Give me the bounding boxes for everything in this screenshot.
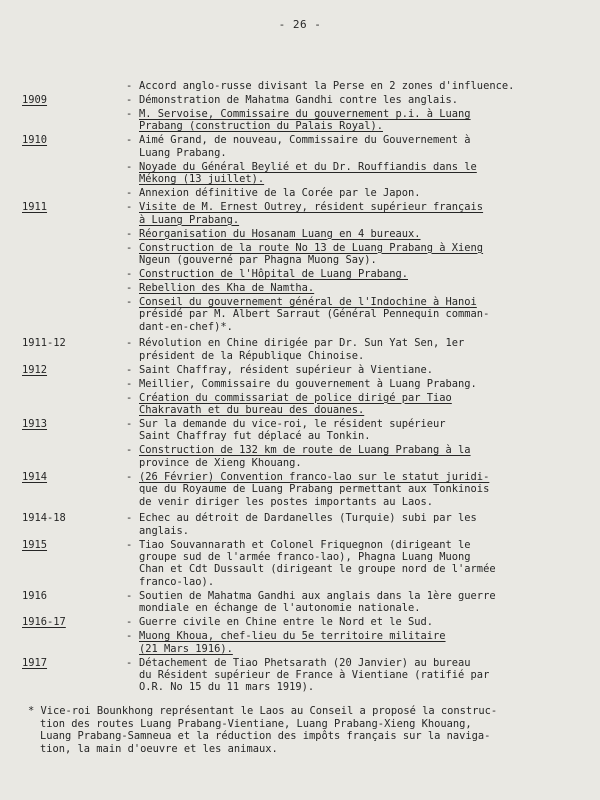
entry-text-line: président de la République Chinoise. (139, 349, 365, 362)
entry-year (20, 657, 126, 669)
entry-year-label: 1915 (22, 538, 48, 551)
entry-text-line: Saint Chaffray, résident supérieur à Vientiane. (139, 363, 434, 376)
entry-text-line: Construction de l'Hôpital de Luang Prabang. (139, 268, 408, 281)
entry-text-line: Prabang (construction du Palais Royal). (139, 120, 383, 133)
entry-year-label: 1914 (22, 470, 48, 483)
entry-text (139, 539, 585, 589)
entry-dash: - (126, 470, 133, 483)
chronology-entry (20, 337, 585, 362)
chronology-entry (20, 630, 585, 655)
entry-text-line: Réorganisation du Hosanam Luang en 4 bureaux. (139, 227, 421, 240)
entry-dash: - (126, 94, 133, 106)
chronology-entry (20, 108, 585, 133)
entry-text-line: Construction de 132 km de route de Luang Prabang à la (139, 444, 471, 457)
entry-text-line: Echec au détroit de Dardanelles (Turquie) subi par les (139, 512, 477, 525)
entry-text-line: de venir diriger les postes importants au Laos. (139, 495, 434, 508)
chronology-entry (20, 512, 585, 537)
entry-dash: - (126, 630, 133, 643)
chronology-entry (20, 201, 585, 226)
entry-text-line: Soutien de Mahatma Gandhi aux anglais dans la 1ère guerre (139, 589, 496, 602)
entry-text-line: Meillier, Commissaire du gouvernement à Luang Prabang. (139, 377, 477, 390)
chronology-entry (20, 392, 585, 417)
chronology-entry (20, 134, 585, 159)
entry-text (139, 80, 585, 92)
entry-dash: - (126, 241, 133, 254)
entry-text-line: Chan et Cdt Dussault (dirigeant le groupe nord de l'armée (139, 563, 496, 576)
entry-year-label: 1911-12 (22, 337, 66, 350)
entry-text (139, 392, 585, 417)
entry-dash: - (126, 187, 133, 200)
chronology-entry (20, 444, 585, 469)
entry-dash: - (126, 377, 133, 390)
entry-year-label: 1916 (22, 589, 48, 602)
entry-dash: - (126, 134, 133, 147)
chronology-entry (20, 539, 585, 589)
entry-text (139, 657, 585, 694)
entry-text (139, 161, 585, 186)
entry-text-line: Mékong (13 juillet). (139, 173, 265, 186)
entry-year-label: 1911 (22, 201, 48, 214)
entry-year (20, 418, 126, 430)
entry-year-label: 1912 (22, 363, 48, 376)
entry-text (139, 187, 585, 199)
entry-dash: - (126, 227, 133, 240)
entry-dash: - (126, 418, 133, 431)
chronology-entry (20, 94, 585, 106)
entry-text (139, 378, 585, 390)
entry-text-line: Luang Prabang. (139, 146, 227, 159)
entry-text-line: Sur la demande du vice-roi, le résident supérieur (139, 418, 446, 431)
entry-text-line: Rebellion des Kha de Namtha. (139, 282, 315, 295)
entry-year-label: 1916-17 (22, 616, 66, 629)
entry-text-line: Conseil du gouvernement général de l'Indochine à Hanoi (139, 296, 477, 309)
entry-text (139, 444, 585, 469)
entry-year (20, 471, 126, 483)
chronology-entry (20, 268, 585, 280)
chronology-entry (20, 471, 585, 508)
entry-text-line: mondiale en échange de l'autonomie nationale. (139, 602, 421, 615)
entry-dash: - (126, 296, 133, 309)
entry-text-line: franco-lao). (139, 575, 215, 588)
entry-text-line: province de Xieng Khouang. (139, 456, 302, 469)
entry-text-line: présidé par M. Albert Sarraut (Général Pennequin comman- (139, 308, 490, 321)
page-number: - 26 - (278, 18, 322, 31)
entry-text (139, 418, 585, 443)
chronology-entry (20, 296, 585, 333)
entry-text-line: groupe sud de l'armée franco-lao), Phagna Luang Muong (139, 550, 471, 563)
entry-text-line: M. Servoise, Commissaire du gouvernement p.i. à Luang (139, 108, 471, 120)
entry-text (139, 512, 585, 537)
entry-year-label: 1917 (22, 656, 48, 669)
entry-text-line: Chakravath et du bureau des douanes. (139, 404, 365, 417)
entry-text-line: Visite de M. Ernest Outrey, résident supérieur français (139, 201, 484, 214)
entry-text (139, 616, 585, 628)
entry-year (20, 364, 126, 376)
entry-text (139, 94, 585, 106)
chronology-entry (20, 80, 585, 92)
entry-year-label: 1909 (22, 94, 48, 106)
entry-text-line: anglais. (139, 524, 190, 537)
entry-text (139, 134, 585, 159)
entry-dash: - (126, 363, 133, 376)
entry-text (139, 630, 585, 655)
entry-year (20, 94, 126, 106)
chronology-entry (20, 616, 585, 628)
entry-year (20, 337, 126, 349)
entry-text-line: Annexion définitive de la Corée par le Japon. (139, 187, 421, 200)
entry-dash: - (126, 538, 133, 551)
entry-text-line: Muong Khoua, chef-lieu du 5e territoire militaire (139, 630, 446, 643)
entry-text-line: Noyade du Général Beylié et du Dr. Rouffiandis dans le (139, 160, 477, 173)
entry-dash: - (126, 160, 133, 173)
entry-dash: - (126, 444, 133, 457)
footnote-line: tion, la main d'oeuvre et les animaux. (40, 742, 278, 755)
entry-dash: - (126, 268, 133, 281)
entry-dash: - (126, 656, 133, 669)
entry-dash: - (126, 80, 133, 92)
chronology-entry (20, 657, 585, 694)
entry-text-line: Ngeun (gouverné par Phagna Muong Say). (139, 254, 377, 267)
entry-text (139, 364, 585, 376)
entry-text (139, 337, 585, 362)
entry-text (139, 471, 585, 508)
chronology-entry (20, 228, 585, 240)
entry-year (20, 539, 126, 551)
entry-text (139, 242, 585, 267)
entry-text-line: O.R. No 15 du 11 mars 1919). (139, 681, 315, 694)
footnote-line: tion des routes Luang Prabang-Vientiane, Luang Prabang-Xieng Khouang, (40, 717, 472, 730)
entry-text-line: Accord anglo-russe divisant la Perse en 2 zones d'influence. (139, 80, 515, 92)
entry-text-line: Révolution en Chine dirigée par Dr. Sun Yat Sen, 1er (139, 337, 465, 350)
chronology-entry (20, 590, 585, 615)
entry-dash: - (126, 282, 133, 295)
entry-text-line: à Luang Prabang. (139, 213, 240, 226)
chronology-entry (20, 282, 585, 294)
entry-year (20, 134, 126, 146)
entry-dash: - (126, 391, 133, 404)
entry-text-line: que du Royaume de Luang Prabang permettant aux Tonkinois (139, 483, 490, 496)
entry-dash: - (126, 512, 133, 525)
entry-text (139, 268, 585, 280)
entry-text-line: du Résident supérieur de France à Vientiane (ratifié par (139, 668, 490, 681)
chronology-entry (20, 187, 585, 199)
chronology-entry (20, 418, 585, 443)
chronology-list (20, 80, 585, 694)
entry-text (139, 296, 585, 333)
entry-text-line: Aimé Grand, de nouveau, Commissaire du Gouvernement à (139, 134, 471, 147)
entry-text-line: Détachement de Tiao Phetsarath (20 Janvier) au bureau (139, 656, 471, 669)
entry-year (20, 590, 126, 602)
entry-text-line: (26 Février) Convention franco-lao sur le statut juridi- (139, 470, 490, 483)
footnote-line: * Vice-roi Bounkhong représentant le Laos au Conseil a proposé la construc- (28, 705, 498, 717)
footnote-line: Luang Prabang-Samneua et la réduction des impôts français sur la naviga- (40, 730, 491, 743)
entry-text-line: Saint Chaffray fut déplacé au Tonkin. (139, 430, 371, 443)
footnote (28, 705, 588, 755)
entry-dash: - (126, 589, 133, 602)
chronology-entry (20, 242, 585, 267)
entry-year (20, 512, 126, 524)
entry-year (20, 201, 126, 213)
chronology-entry (20, 364, 585, 376)
entry-text-line: Création du commissariat de police dirigé par Tiao (139, 391, 452, 404)
entry-text (139, 282, 585, 294)
entry-year-label: 1913 (22, 418, 48, 431)
entry-dash: - (126, 201, 133, 214)
chronology-entry (20, 378, 585, 390)
entry-text (139, 228, 585, 240)
entry-dash: - (126, 108, 133, 120)
entry-year-label: 1910 (22, 134, 48, 147)
entry-year (20, 616, 126, 628)
entry-text (139, 590, 585, 615)
entry-text-line: Guerre civile en Chine entre le Nord et le Sud. (139, 616, 434, 629)
entry-text-line: Construction de la route No 13 de Luang Prabang à Xieng (139, 241, 484, 254)
chronology-entry (20, 161, 585, 186)
entry-year-label: 1914-18 (22, 512, 66, 525)
entry-dash: - (126, 337, 133, 350)
entry-text (139, 201, 585, 226)
entry-dash: - (126, 616, 133, 629)
entry-text-line: (21 Mars 1916). (139, 642, 233, 655)
entry-text (139, 108, 585, 133)
entry-text-line: dant-en-chef)*. (139, 320, 233, 333)
entry-text-line: Tiao Souvannarath et Colonel Friquegnon (dirigeant le (139, 538, 471, 551)
entry-text-line: Démonstration de Mahatma Gandhi contre les anglais. (139, 94, 459, 106)
